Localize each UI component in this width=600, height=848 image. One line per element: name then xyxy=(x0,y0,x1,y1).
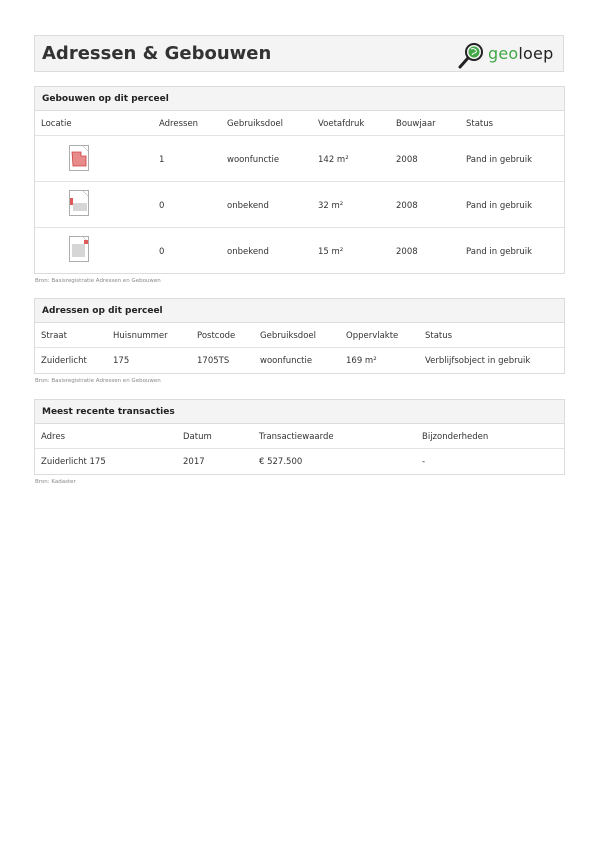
cell-status: Pand in gebruik xyxy=(466,155,533,165)
transactions-panel xyxy=(34,399,565,475)
col-bijzonderheden: Bijzonderheden xyxy=(422,432,489,442)
col-transactiewaarde: Transactiewaarde xyxy=(259,432,334,442)
addresses-heading: Adressen op dit perceel xyxy=(35,299,564,323)
cell-bouwjaar: 2008 xyxy=(396,201,418,211)
cell-status: Pand in gebruik xyxy=(466,247,533,257)
col-gebruiksdoel: Gebruiksdoel xyxy=(227,119,283,129)
addresses-panel xyxy=(34,298,565,374)
cell-huisnummer: 175 xyxy=(113,356,130,366)
col-gebruiksdoel: Gebruiksdoel xyxy=(260,331,316,341)
cell-straat: Zuiderlicht xyxy=(41,356,87,366)
geoloep-logo xyxy=(457,43,553,69)
page-title: Adressen & Gebouwen xyxy=(42,43,272,64)
col-straat: Straat xyxy=(41,331,67,341)
magnifier-globe-icon xyxy=(457,42,485,70)
cell-bijzonderheden: - xyxy=(422,457,426,467)
table-header-row xyxy=(35,111,564,136)
col-adres: Adres xyxy=(41,432,66,442)
cell-gebruiksdoel: onbekend xyxy=(227,201,269,211)
cell-voetafdruk: 32 m² xyxy=(318,201,344,211)
table-row xyxy=(35,136,564,182)
cell-adressen: 1 xyxy=(159,155,165,165)
col-status: Status xyxy=(466,119,494,129)
page-header xyxy=(34,35,564,72)
cell-status: Verblijfsobject in gebruik xyxy=(425,356,531,366)
parcel-map-icon xyxy=(69,236,89,262)
cell-adres: Zuiderlicht 175 xyxy=(41,457,106,467)
addresses-source: Bron: Basisregistratie Adressen en Gebouwen xyxy=(35,378,161,384)
cell-gebruiksdoel: onbekend xyxy=(227,247,269,257)
buildings-heading: Gebouwen op dit perceel xyxy=(35,87,564,111)
col-status: Status xyxy=(425,331,453,341)
col-bouwjaar: Bouwjaar xyxy=(396,119,436,129)
col-oppervlakte: Oppervlakte xyxy=(346,331,399,341)
table-row xyxy=(35,228,564,274)
cell-voetafdruk: 142 m² xyxy=(318,155,349,165)
cell-adressen: 0 xyxy=(159,201,165,211)
buildings-source: Bron: Basisregistratie Adressen en Gebouwen xyxy=(35,278,161,284)
logo-text: geoloep xyxy=(488,44,554,63)
col-huisnummer: Huisnummer xyxy=(113,331,168,341)
transactions-source: Bron: Kadaster xyxy=(35,479,76,485)
table-header-row xyxy=(35,424,564,449)
buildings-panel xyxy=(34,86,565,274)
cell-voetafdruk: 15 m² xyxy=(318,247,344,257)
transactions-heading: Meest recente transacties xyxy=(35,400,564,424)
col-adressen: Adressen xyxy=(159,119,199,129)
table-row xyxy=(35,348,564,373)
col-locatie: Locatie xyxy=(41,119,72,129)
cell-bouwjaar: 2008 xyxy=(396,155,418,165)
table-row xyxy=(35,182,564,228)
table-row xyxy=(35,449,564,474)
cell-postcode: 1705TS xyxy=(197,356,230,366)
parcel-map-icon xyxy=(69,145,89,171)
cell-adressen: 0 xyxy=(159,247,165,257)
col-postcode: Postcode xyxy=(197,331,236,341)
cell-waarde: € 527.500 xyxy=(259,457,303,467)
cell-status: Pand in gebruik xyxy=(466,201,533,211)
cell-gebruiksdoel: woonfunctie xyxy=(260,356,313,366)
table-header-row xyxy=(35,323,564,348)
cell-gebruiksdoel: woonfunctie xyxy=(227,155,280,165)
cell-datum: 2017 xyxy=(183,457,205,467)
col-datum: Datum xyxy=(183,432,212,442)
cell-bouwjaar: 2008 xyxy=(396,247,418,257)
col-voetafdruk: Voetafdruk xyxy=(318,119,365,129)
parcel-map-icon xyxy=(69,190,89,216)
cell-oppervlakte: 169 m² xyxy=(346,356,377,366)
